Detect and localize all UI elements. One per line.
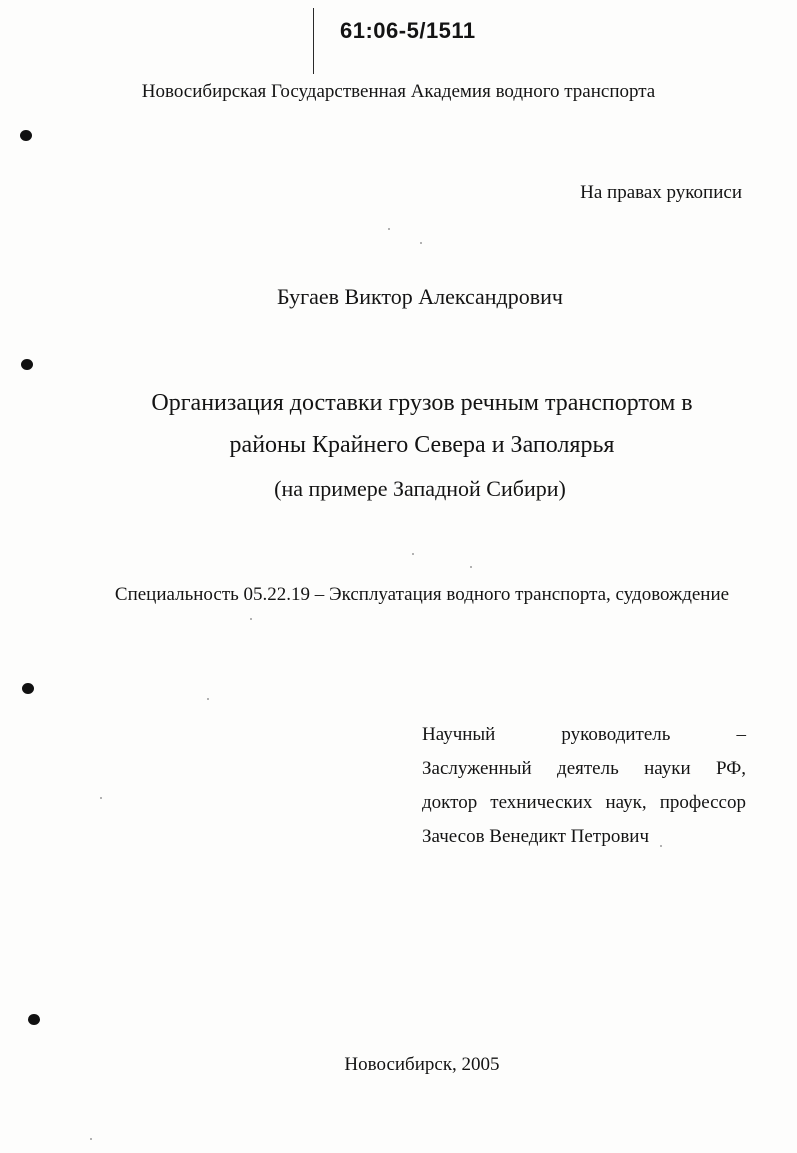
thesis-title-line-1: Организация доставки грузов речным транспортом в	[151, 390, 693, 416]
supervisor-word: наук,	[605, 792, 647, 813]
supervisor-role-line	[422, 718, 746, 752]
supervisor-name: Зачесов Венедикт Петрович	[422, 826, 650, 847]
specialty-line: Специальность 05.22.19 – Эксплуатация водного транспорта, судовождение	[114, 584, 730, 605]
thesis-title-line-2: районы Крайнего Севера и Заполярья	[229, 432, 615, 458]
supervisor-word: доктор	[422, 792, 478, 813]
supervisor-honor-line	[422, 752, 746, 786]
scan-speck	[207, 698, 209, 700]
supervisor-word: деятель	[557, 758, 619, 779]
scan-speck	[412, 553, 414, 555]
scan-speck	[388, 228, 390, 230]
scan-speck	[470, 566, 472, 568]
supervisor-word: руководитель	[561, 724, 671, 745]
scan-speck	[90, 1138, 92, 1140]
author-name: Бугаев Виктор Александрович	[277, 284, 563, 309]
punch-hole-mark	[21, 359, 33, 370]
catalog-number: 61:06-5/1511	[340, 18, 476, 43]
supervisor-degree-line	[422, 786, 746, 820]
supervisor-word: –	[736, 724, 746, 745]
scan-speck	[100, 797, 102, 799]
punch-hole-mark	[20, 130, 32, 141]
supervisor-word: Научный	[422, 724, 496, 745]
scan-speck	[250, 618, 252, 620]
supervisor-word: профессор	[659, 792, 746, 813]
scan-speck	[660, 845, 662, 847]
institution-name: Новосибирская Государственная Академия водного транспорта	[141, 81, 656, 102]
rights-notice: На правах рукописи	[580, 182, 742, 203]
supervisor-word: РФ,	[715, 758, 746, 779]
supervisor-word: Заслуженный	[422, 758, 532, 779]
punch-hole-mark	[22, 683, 34, 694]
thesis-subtitle: (на примере Западной Сибири)	[274, 476, 566, 501]
supervisor-word: науки	[644, 758, 691, 779]
scan-speck	[420, 242, 422, 244]
punch-hole-mark	[28, 1014, 40, 1025]
supervisor-block	[422, 718, 746, 854]
catalog-divider-line	[313, 8, 314, 74]
city-and-year: Новосибирск, 2005	[344, 1054, 500, 1075]
supervisor-word: технических	[490, 792, 593, 813]
